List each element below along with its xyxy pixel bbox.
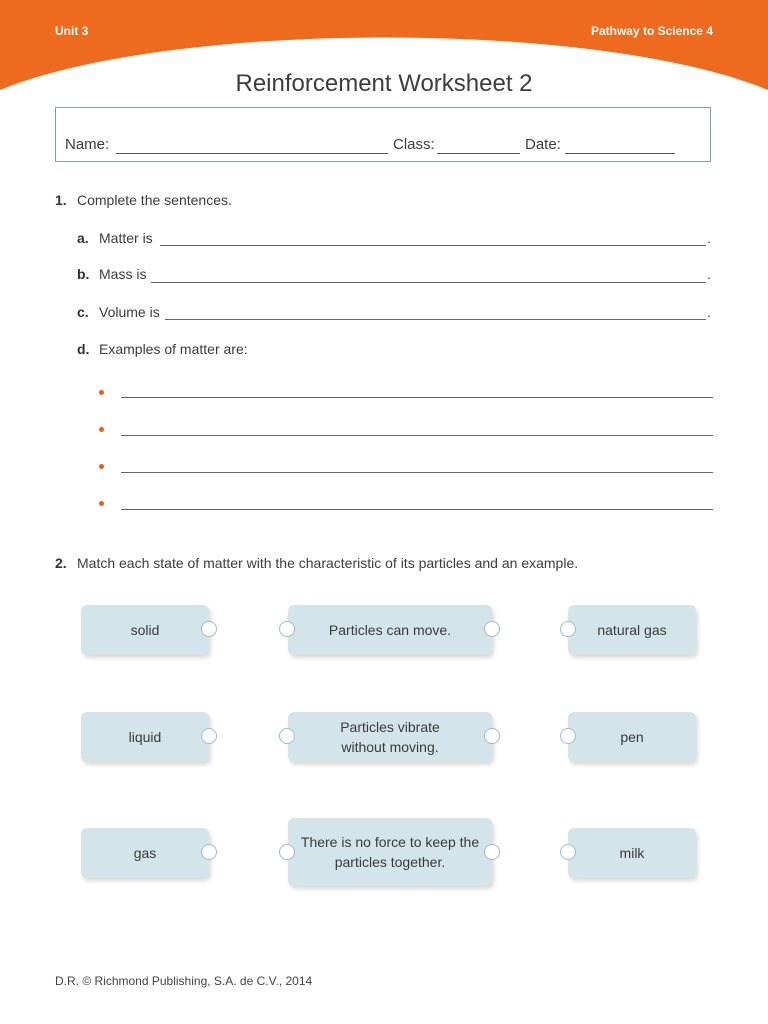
question-1-number: 1. [55,192,67,208]
q1-item-c-letter: c. [77,304,89,320]
match-node[interactable] [279,621,295,637]
state-card-gas[interactable]: gas [81,828,209,878]
class-field[interactable] [437,153,520,154]
question-2-prompt: Match each state of matter with the characteristic of its particles and an example. [77,555,579,571]
state-card-solid[interactable]: solid [81,605,209,655]
example-card[interactable]: milk [568,828,696,878]
date-label: Date: [525,136,561,153]
bullet-icon [99,501,104,506]
q1-item-b-text: Mass is [99,266,147,282]
characteristic-card[interactable]: Particles can move. [288,605,492,655]
example-card[interactable]: natural gas [568,605,696,655]
name-field[interactable] [116,153,388,154]
student-info-box [55,107,711,162]
match-node[interactable] [201,621,217,637]
bullet-icon [99,427,104,432]
unit-label: Unit 3 [55,24,89,38]
question-1-prompt: Complete the sentences. [77,192,232,208]
match-node[interactable] [201,728,217,744]
copyright-footer: D.R. © Richmond Publishing, S.A. de C.V., 2014 [55,974,313,988]
q1-item-a-text: Matter is [99,230,153,246]
name-label: Name: [65,136,110,153]
class-label: Class: [393,136,435,153]
match-node[interactable] [484,728,500,744]
match-node[interactable] [560,728,576,744]
example-line[interactable] [121,435,713,436]
book-label: Pathway to Science 4 [590,24,713,38]
q1-item-a-letter: a. [77,230,89,246]
q1-item-d-text: Examples of matter are: [99,341,248,357]
date-field[interactable] [565,153,675,154]
match-node[interactable] [560,621,576,637]
match-node[interactable] [560,844,576,860]
page-title: Reinforcement Worksheet 2 [235,70,533,97]
example-line[interactable] [121,397,713,398]
bullet-icon [99,390,104,395]
state-card-liquid[interactable]: liquid [81,712,209,762]
q1-item-a-period: . [707,230,711,246]
match-node[interactable] [201,844,217,860]
q1-item-a-answer-line[interactable] [160,245,706,246]
example-card[interactable]: pen [568,712,696,762]
q1-item-b-period: . [707,266,711,282]
question-2-number: 2. [55,555,67,571]
characteristic-card[interactable]: There is no force to keep the particles together. [288,818,492,886]
match-node[interactable] [279,728,295,744]
example-line[interactable] [121,509,713,510]
match-node[interactable] [484,844,500,860]
bullet-icon [99,464,104,469]
q1-item-c-period: . [707,304,711,320]
q1-item-c-text: Volume is [99,304,160,320]
q1-item-b-answer-line[interactable] [151,282,706,283]
q1-item-c-answer-line[interactable] [165,319,706,320]
match-node[interactable] [279,844,295,860]
match-node[interactable] [484,621,500,637]
example-line[interactable] [121,472,713,473]
q1-item-d-letter: d. [77,341,90,357]
q1-item-b-letter: b. [77,266,90,282]
characteristic-card[interactable]: Particles vibrate without moving. [288,712,492,762]
